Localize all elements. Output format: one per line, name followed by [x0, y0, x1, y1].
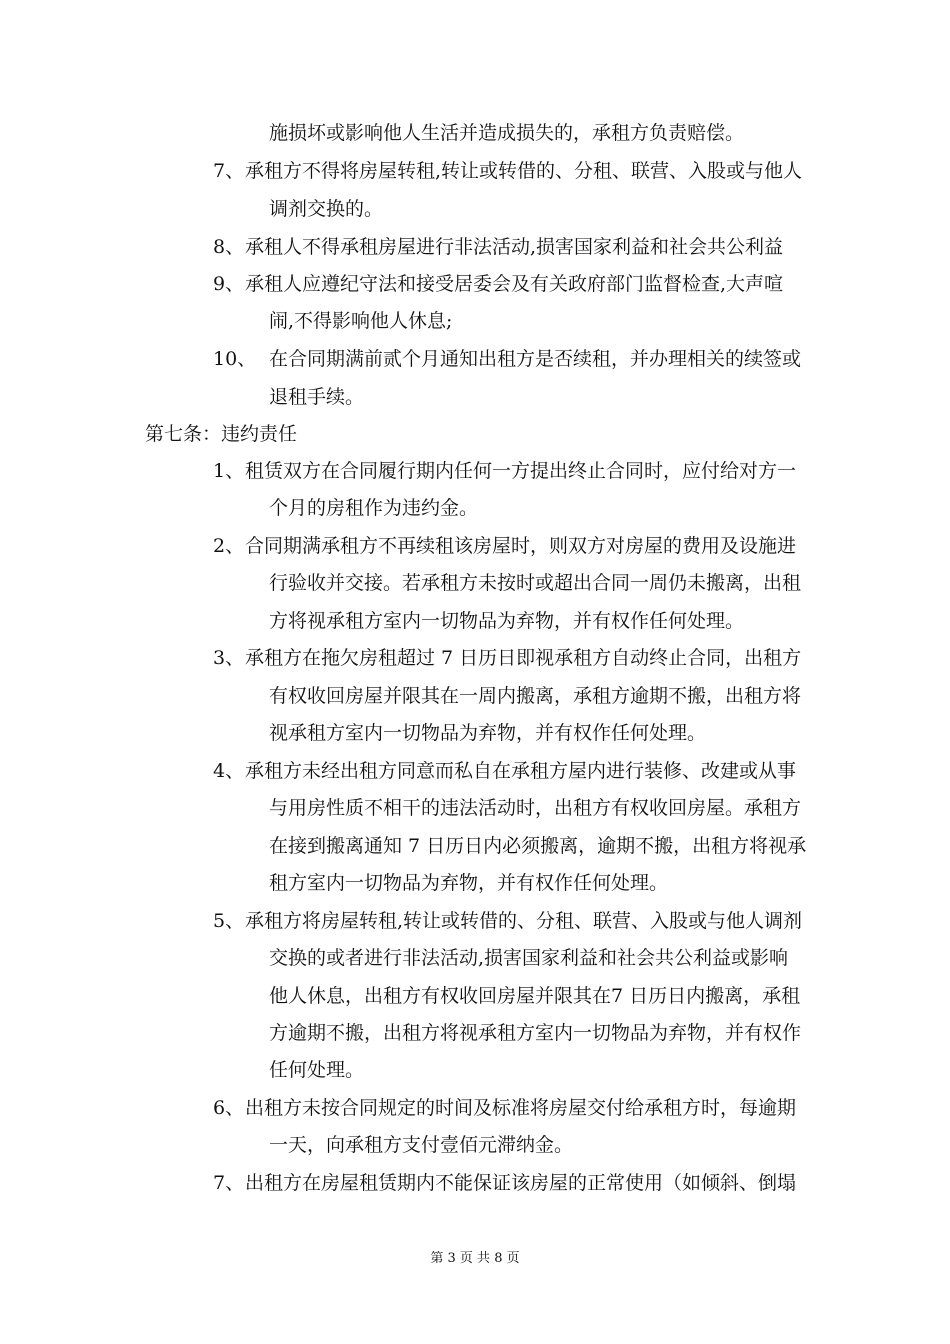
list-item-text: 方将视承租方室内一切物品为弃物，并有权作任何处理。 [269, 610, 745, 632]
list-item-text: 在接到搬离通知 7 日历日内必须搬离，逾期不搬，出租方将视承 [269, 835, 807, 857]
list-item-text: 承租方将房屋转租,转让或转借的、分租、联营、入股或与他人调剂 [245, 910, 803, 932]
list-item-text: 闹,不得影响他人休息; [269, 310, 453, 332]
list-item-text: 承租人不得承租房屋进行非法活动,损害国家利益和社会共公利益 [245, 236, 784, 258]
list-item-text: 出租方未按合同规定的时间及标准将房屋交付给承租方时，每逾期 [245, 1097, 797, 1119]
list-item-text: 行验收并交接。若承租方未按时或超出合同一周仍未搬离，出租 [269, 572, 802, 594]
list-item-text: 视承租方室内一切物品为弃物，并有权作任何处理。 [269, 722, 707, 744]
list-item-number: 7、 [213, 160, 245, 182]
section-heading: 第七条：违约责任 [145, 423, 298, 445]
list-item-text: 与用房性质不相干的违法活动时，出租方有权收回房屋。承租方 [269, 797, 802, 819]
list-item-text: 退租手续。 [269, 386, 365, 408]
list-item-text: 在合同期满前贰个月通知出租方是否续租，并办理相关的续签或 [269, 348, 802, 370]
list-item-text: 交换的或者进行非法活动,损害国家利益和社会共公利益或影响 [269, 947, 789, 969]
list-item-text: 租赁双方在合同履行期内任何一方提出终止合同时，应付给对方一 [245, 460, 797, 482]
list-item-number: 1、 [213, 460, 245, 482]
list-item-number: 3、 [213, 647, 245, 669]
list-item-number: 10、 [213, 348, 257, 370]
list-item-number: 5、 [213, 910, 245, 932]
list-item-number: 8、 [213, 236, 245, 258]
list-item-text: 承租人应遵纪守法和接受居委会及有关政府部门监督检查,大声喧 [245, 273, 784, 295]
page-number-footer: 第 3 页 共 8 页 [430, 1251, 520, 1266]
list-item-text: 承租方在拖欠房租超过 7 日历日即视承租方自动终止合同，出租方 [245, 647, 802, 669]
list-item-text: 租方室内一切物品为弃物，并有权作任何处理。 [269, 872, 669, 894]
list-item-number: 4、 [213, 760, 245, 782]
list-item-number: 2、 [213, 535, 245, 557]
list-item-number: 7、 [213, 1172, 245, 1194]
list-item-text: 调剂交换的。 [269, 198, 384, 220]
list-item-text: 一天，向承租方支付壹佰元滞纳金。 [269, 1134, 574, 1156]
list-item-text: 他人休息，出租方有权收回房屋并限其在7 日历日内搬离，承租 [269, 985, 801, 1007]
list-item-number: 9、 [213, 273, 245, 295]
list-item-text: 合同期满承租方不再续租该房屋时，则双方对房屋的费用及设施进 [245, 535, 797, 557]
list-item-text: 方逾期不搬，出租方将视承租方室内一切物品为弃物，并有权作 [269, 1022, 802, 1044]
list-item-text: 出租方在房屋租赁期内不能保证该房屋的正常使用（如倾斜、倒塌 [245, 1172, 797, 1194]
list-item-text: 个月的房租作为违约金。 [269, 497, 479, 519]
list-item-text: 承租方未经出租方同意而私自在承租方屋内进行装修、改建或从事 [245, 760, 797, 782]
continuation-text: 施损坏或影响他人生活并造成损失的，承租方负责赔偿。 [269, 122, 745, 144]
list-item-text: 有权收回房屋并限其在一周内搬离，承租方逾期不搬，出租方将 [269, 685, 802, 707]
list-item-number: 6、 [213, 1097, 245, 1119]
list-item-text: 承租方不得将房屋转租,转让或转借的、分租、联营、入股或与他人 [245, 160, 803, 182]
list-item-text: 任何处理。 [269, 1059, 365, 1081]
